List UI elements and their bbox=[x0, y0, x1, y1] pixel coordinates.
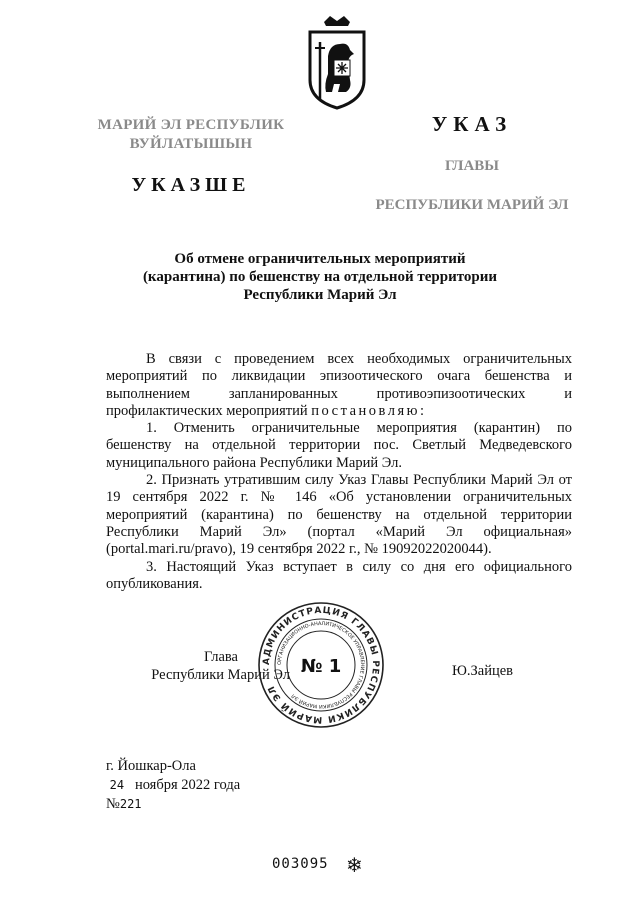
item-2-paragraph: 2. Признать утратившим силу Указ Главы Республики Марий Эл от 19 сентября 2022 г. № 146 «Об установлении ограничительных мероприятий (карантина) по бешенству на отдельной территории Республики Марий Эл» (портал «Марий Эл официальная» (portal.mari.ru/pravo), 19 сентября 2022 г., № 19092022020044). bbox=[106, 472, 572, 558]
document-title bbox=[130, 250, 510, 304]
preamble-text: В связи с проведением всех необходимых ограничительных мероприятий по ликвидации эпизоотического очага бешенства и выполнением запланированных противоэпизоотических и профилактических мероприятий bbox=[106, 351, 572, 419]
header-right-block bbox=[366, 112, 578, 215]
issue-date-rest: ноября 2022 года bbox=[134, 777, 241, 793]
issue-number-value: 221 bbox=[119, 797, 142, 811]
signature-position-line2: Республики Марий Эл bbox=[151, 667, 290, 683]
issue-date-day: 24 bbox=[109, 778, 125, 792]
stamp-number: № 1 bbox=[300, 656, 342, 677]
item-1-paragraph: 1. Отменить ограничительные мероприятия (карантин) по бешенству на отдельной территории пос. Светлый Медведевского муниципального района Республики Марий Эл. bbox=[106, 420, 572, 471]
issue-city: г. Йошкар-Ола bbox=[106, 758, 196, 774]
header-left-title: УКАЗШЕ bbox=[131, 174, 251, 196]
document-title-line3: Республики Марий Эл bbox=[243, 287, 397, 303]
snowflake-mark-icon: ❄ bbox=[346, 855, 363, 877]
stamp-outer-text: АДМИНИСТРАЦИЯ ГЛАВЫ РЕСПУБЛИКИ МАРИЙ ЭЛ bbox=[261, 605, 381, 725]
signature-position-line1: Глава bbox=[203, 649, 238, 665]
document-title-line2: (карантина) по бешенству на отдельной территории bbox=[142, 269, 498, 285]
issue-number bbox=[106, 795, 240, 814]
registry-number: 003095 bbox=[272, 856, 329, 872]
coat-of-arms-emblem bbox=[304, 14, 370, 112]
header-right-line2: РЕСПУБЛИКИ МАРИЙ ЭЛ bbox=[375, 197, 569, 213]
stamp-inner-text: ОРГАНИЗАЦИОННО-АНАЛИТИЧЕСКОЕ УПРАВЛЕНИЕ ГЛАВЫ РЕСПУБЛИКИ МАРИЙ ЭЛ bbox=[276, 620, 366, 710]
decree-keyword: постановляю bbox=[311, 402, 420, 419]
issue-number-prefix: № bbox=[106, 796, 120, 812]
header-right-line1: ГЛАВЫ bbox=[444, 158, 500, 174]
document-title-line1: Об отмене ограничительных мероприятий bbox=[174, 251, 466, 267]
header-left-line2: ВУЙЛАТЫШЫН bbox=[129, 136, 253, 152]
document-body bbox=[106, 351, 572, 593]
issue-date bbox=[106, 776, 240, 795]
signatory-name: Ю.Зайцев bbox=[452, 663, 514, 679]
issue-details bbox=[106, 757, 240, 814]
header-left-line1: МАРИЙ ЭЛ РЕСПУБЛИК bbox=[97, 117, 285, 133]
item-3-paragraph: 3. Настоящий Указ вступает в силу со дня его официального опубликования. bbox=[106, 558, 572, 592]
preamble-paragraph bbox=[106, 351, 572, 420]
header-left-block bbox=[96, 116, 286, 197]
preamble-colon: : bbox=[419, 402, 424, 419]
official-stamp bbox=[256, 600, 386, 730]
header-right-title: УКАЗ bbox=[431, 112, 513, 136]
